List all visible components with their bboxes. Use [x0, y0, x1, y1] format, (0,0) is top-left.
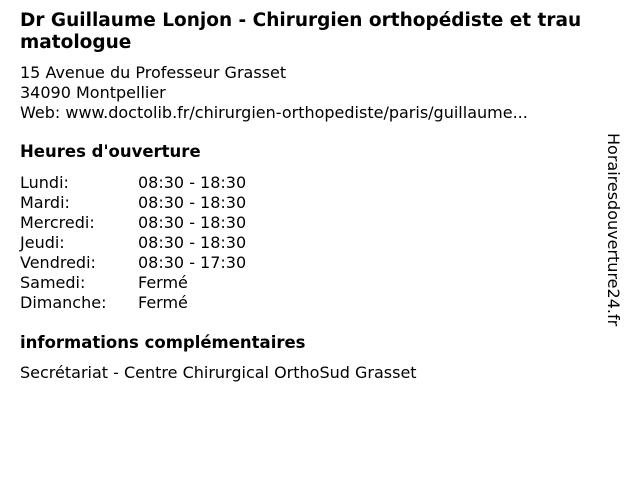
page-title: Dr Guillaume Lonjon - Chirurgien orthopédiste et traumatologue [20, 10, 582, 53]
time-value: 08:30 - 18:30 [138, 193, 247, 212]
info-text: Secrétariat - Centre Chirurgical OrthoSud Grasset [20, 363, 417, 382]
listing-card [20, 10, 600, 383]
address-street: 15 Avenue du Professeur Grasset [20, 63, 287, 82]
day-label: Vendredi: [20, 253, 96, 272]
day-label: Dimanche: [20, 293, 107, 312]
address-block [20, 63, 600, 123]
time-value: Fermé [138, 293, 188, 312]
hours-row-saturday [20, 273, 600, 293]
website-link[interactable]: Web: www.doctolib.fr/chirurgien-orthopediste/paris/guillaume... [20, 103, 528, 122]
hours-row-tuesday [20, 193, 600, 213]
hours-table [20, 173, 600, 313]
day-label: Mardi: [20, 193, 70, 212]
site-watermark: Horairesdouverture24.fr [604, 133, 623, 327]
hours-row-monday [20, 173, 600, 193]
hours-row-friday [20, 253, 600, 273]
day-label: Mercredi: [20, 213, 95, 232]
time-value: Fermé [138, 273, 188, 292]
hours-row-wednesday [20, 213, 600, 233]
time-value: 08:30 - 18:30 [138, 213, 247, 232]
hours-row-sunday [20, 293, 600, 313]
time-value: 08:30 - 18:30 [138, 233, 247, 252]
day-label: Jeudi: [20, 233, 65, 252]
time-value: 08:30 - 18:30 [138, 173, 247, 192]
hours-row-thursday [20, 233, 600, 253]
day-label: Samedi: [20, 273, 86, 292]
info-heading: informations complémentaires [20, 333, 306, 352]
hours-heading: Heures d'ouverture [20, 142, 201, 161]
address-city: 34090 Montpellier [20, 83, 166, 102]
time-value: 08:30 - 17:30 [138, 253, 247, 272]
day-label: Lundi: [20, 173, 69, 192]
